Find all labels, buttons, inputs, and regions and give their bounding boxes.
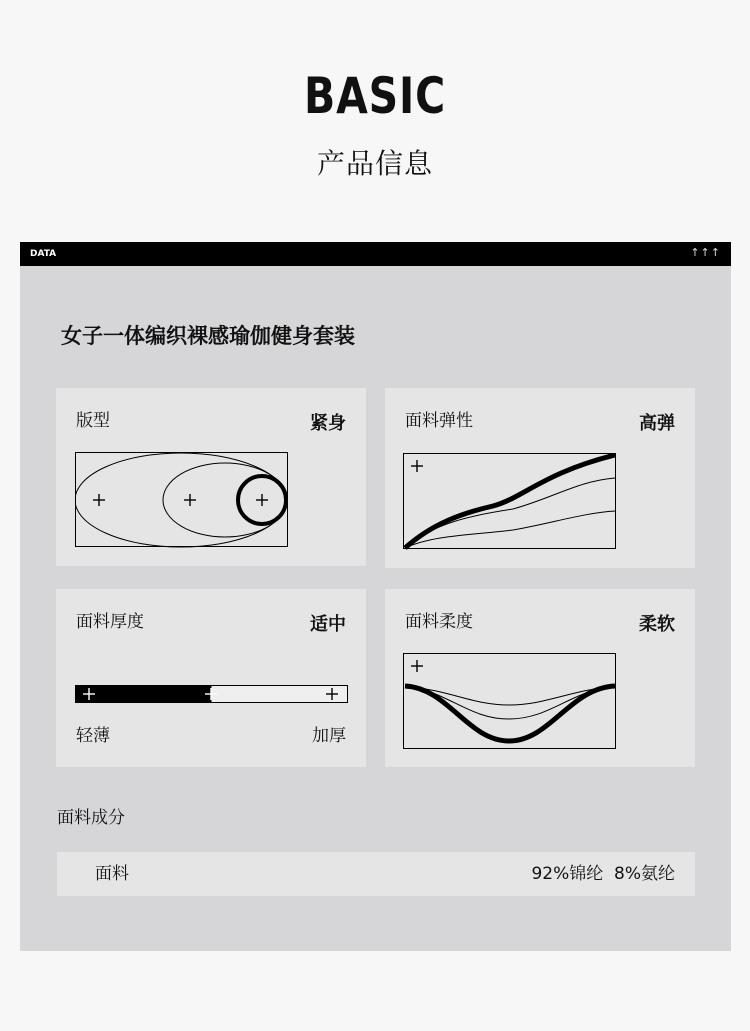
softness-label: 面料柔度 <box>405 612 473 632</box>
composition-row-label: 面料 <box>95 864 129 884</box>
panel-header-bar <box>20 242 731 266</box>
softness-value: 柔软 <box>639 614 675 635</box>
thickness-max-label: 加厚 <box>312 726 346 746</box>
elasticity-value: 高弹 <box>639 413 675 434</box>
composition-row <box>57 852 695 896</box>
thickness-fill <box>76 686 212 703</box>
composition-row-value: 92%锦纶 8%氨纶 <box>531 864 675 884</box>
softness-diagram <box>403 653 617 750</box>
thickness-label: 面料厚度 <box>76 612 144 632</box>
panel-bar-label: DATA <box>30 249 57 259</box>
thickness-card <box>56 589 366 767</box>
fit-diagram <box>75 452 289 548</box>
thickness-scale <box>75 685 349 704</box>
page-subtitle: 产品信息 <box>316 147 433 180</box>
fit-label: 版型 <box>76 411 110 431</box>
elasticity-diagram <box>403 453 617 550</box>
thickness-min-label: 轻薄 <box>76 726 110 746</box>
product-name: 女子一体编织裸感瑜伽健身套装 <box>61 324 355 348</box>
page-title: BASIC <box>304 67 446 125</box>
elasticity-label: 面料弹性 <box>405 411 473 431</box>
fit-value: 紧身 <box>310 413 346 434</box>
data-panel <box>20 242 731 951</box>
elasticity-high-curve <box>405 455 615 548</box>
fit-regular-ellipse <box>163 463 287 537</box>
fit-card <box>56 388 366 566</box>
elasticity-card <box>385 388 695 568</box>
thickness-value: 适中 <box>310 614 346 635</box>
elasticity-mid-curve <box>405 478 615 548</box>
arrow-up-icon: ↑↑↑ <box>690 246 721 259</box>
composition-title: 面料成分 <box>57 808 125 828</box>
elasticity-low-curve <box>405 511 615 548</box>
softness-card <box>385 589 695 767</box>
